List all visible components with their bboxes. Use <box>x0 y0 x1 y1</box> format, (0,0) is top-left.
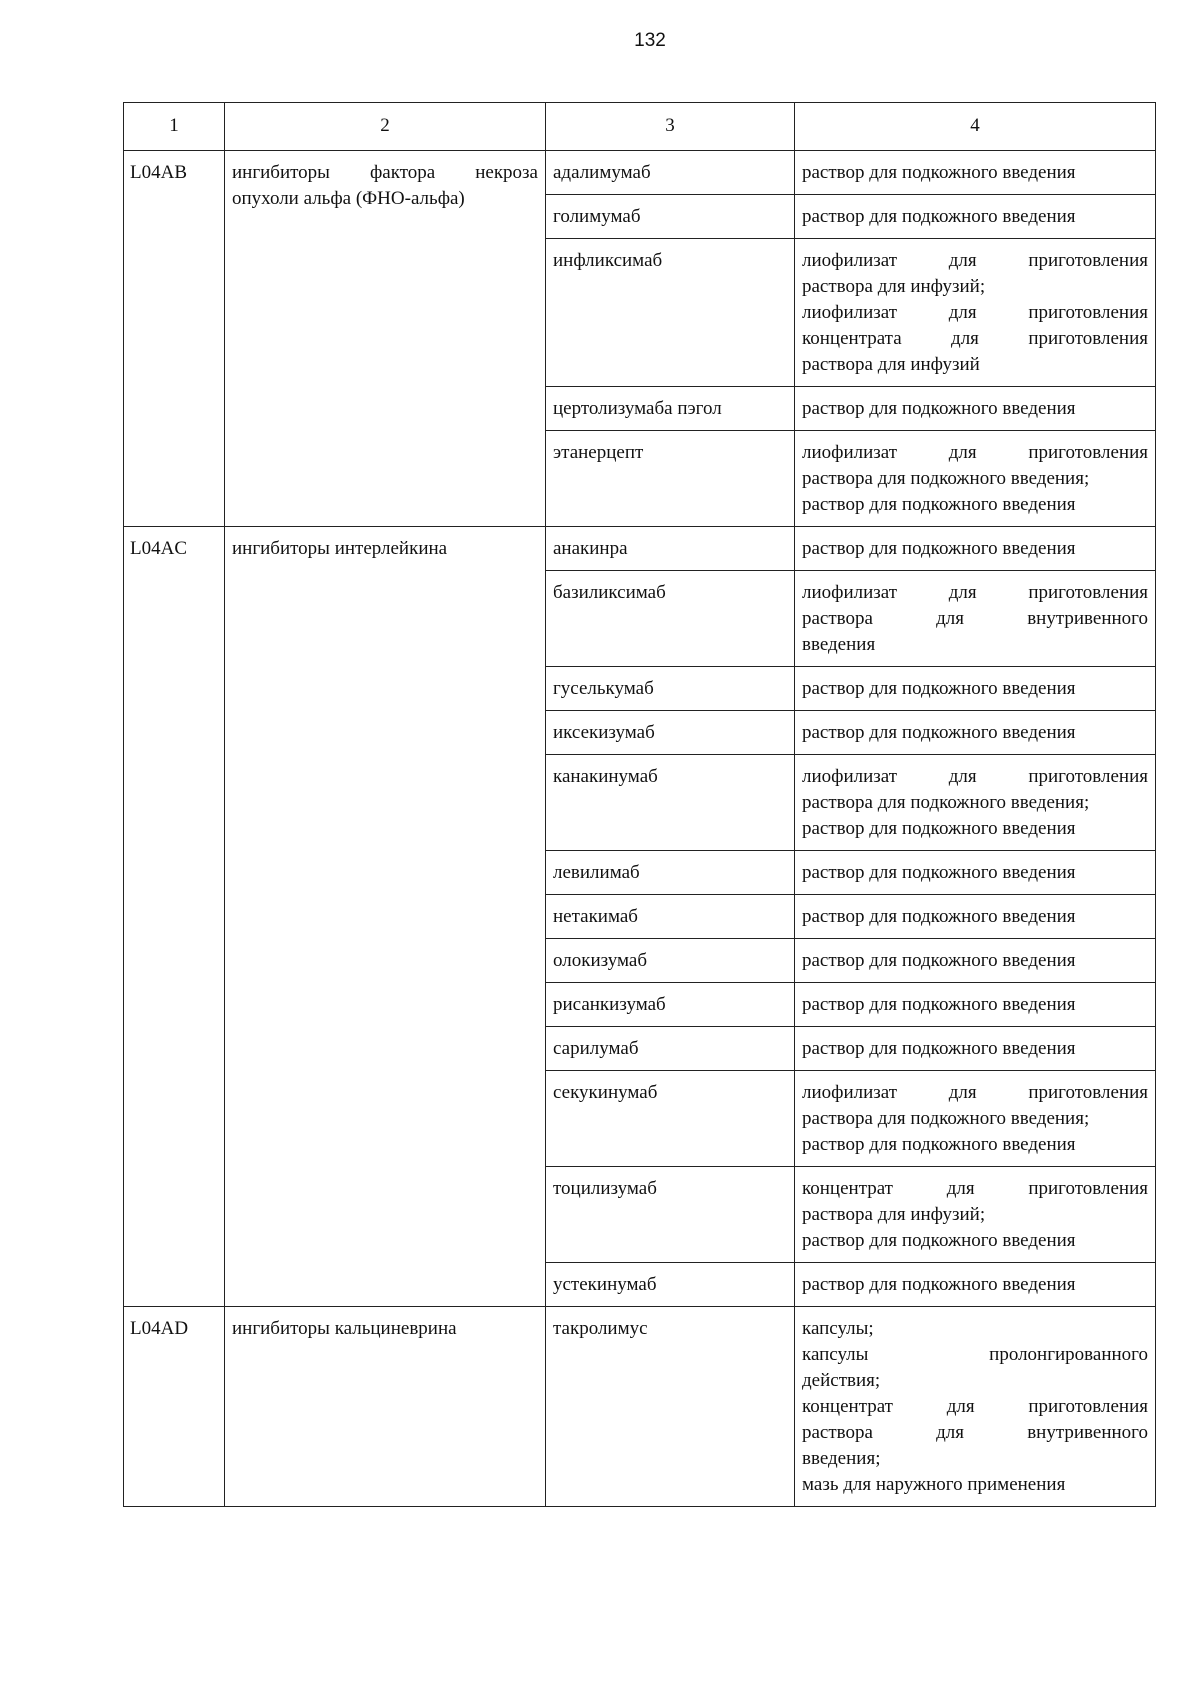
dosage-form-line: концентрат для приготовления <box>802 1396 1148 1417</box>
dosage-form-line: лиофилизат для приготовления <box>802 766 1148 787</box>
drug-name-cell: голимумаб <box>546 195 795 239</box>
table-body <box>124 151 1156 1507</box>
drug-name-cell: базиликсимаб <box>546 571 795 667</box>
dosage-form-cell <box>795 711 1156 755</box>
dosage-form-line: лиофилизат для приготовления <box>802 442 1148 463</box>
dosage-form-line: раствор для подкожного введения <box>802 818 1076 839</box>
dosage-form-cell <box>795 527 1156 571</box>
dosage-form-line: раствор для подкожного введения <box>802 162 1076 183</box>
dosage-form-line: лиофилизат для приготовления <box>802 1082 1148 1103</box>
dosage-form-line: раствор для подкожного введения <box>802 1038 1076 1059</box>
dosage-form-line: концентрат для приготовления <box>802 1178 1148 1199</box>
table-row <box>124 527 1156 571</box>
dosage-form-line: раствора для инфузий; <box>802 1204 986 1225</box>
dosage-form-cell <box>795 895 1156 939</box>
dosage-form-line: раствор для подкожного введения <box>802 994 1076 1015</box>
header-col-4: 4 <box>795 103 1156 151</box>
dosage-form-line: введения; <box>802 1448 881 1469</box>
dosage-form-line: введения <box>802 634 876 655</box>
dosage-form-line: раствор для подкожного введения <box>802 722 1076 743</box>
dosage-form-cell <box>795 1027 1156 1071</box>
group-name-line: опухоли альфа (ФНО-альфа) <box>232 188 465 209</box>
dosage-form-line: раствор для подкожного введения <box>802 678 1076 699</box>
group-name-cell <box>225 1307 546 1507</box>
dosage-form-line: раствор для подкожного введения <box>802 906 1076 927</box>
drug-name-cell: адалимумаб <box>546 151 795 195</box>
drug-name-cell: рисанкизумаб <box>546 983 795 1027</box>
dosage-form-line: раствора для инфузий <box>802 354 980 375</box>
group-name-line: ингибиторы кальциневрина <box>232 1318 457 1339</box>
dosage-form-cell <box>795 151 1156 195</box>
dosage-form-cell <box>795 1307 1156 1507</box>
drug-name-cell: цертолизумаба пэгол <box>546 387 795 431</box>
group-name-line: ингибиторы фактора некроза <box>232 162 538 183</box>
drug-name-cell: иксекизумаб <box>546 711 795 755</box>
page-number: 132 <box>634 30 666 51</box>
dosage-form-line: лиофилизат для приготовления <box>802 582 1148 603</box>
dosage-form-line: действия; <box>802 1370 881 1391</box>
dosage-form-line: раствор для подкожного введения <box>802 950 1076 971</box>
table-header-row <box>124 103 1156 151</box>
drug-name-cell: этанерцепт <box>546 431 795 527</box>
drug-name-cell: левилимаб <box>546 851 795 895</box>
dosage-form-line: раствор для подкожного введения <box>802 494 1076 515</box>
dosage-form-cell <box>795 755 1156 851</box>
dosage-form-cell <box>795 239 1156 387</box>
drug-name-cell: тоцилизумаб <box>546 1167 795 1263</box>
dosage-form-line: раствора для подкожного введения; <box>802 792 1090 813</box>
dosage-form-cell <box>795 983 1156 1027</box>
drug-name-cell: устекинумаб <box>546 1263 795 1307</box>
dosage-form-line: раствора для подкожного введения; <box>802 468 1090 489</box>
dosage-form-cell <box>795 571 1156 667</box>
dosage-form-line: раствор для подкожного введения <box>802 1230 1076 1251</box>
drug-name-cell: такролимус <box>546 1307 795 1507</box>
group-name-cell <box>225 527 546 1307</box>
drug-name-cell: канакинумаб <box>546 755 795 851</box>
dosage-form-cell <box>795 1263 1156 1307</box>
dosage-form-line: лиофилизат для приготовления <box>802 302 1148 323</box>
table-row <box>124 1307 1156 1507</box>
drug-name-cell: нетакимаб <box>546 895 795 939</box>
dosage-form-line: раствор для подкожного введения <box>802 538 1076 559</box>
dosage-form-line: раствор для подкожного введения <box>802 398 1076 419</box>
drug-name-cell: сарилумаб <box>546 1027 795 1071</box>
drug-name-cell: инфликсимаб <box>546 239 795 387</box>
dosage-form-line: раствор для подкожного введения <box>802 1274 1076 1295</box>
dosage-form-cell <box>795 431 1156 527</box>
header-col-1: 1 <box>124 103 225 151</box>
dosage-form-cell <box>795 387 1156 431</box>
dosage-form-cell <box>795 939 1156 983</box>
dosage-form-line: раствора для внутривенного <box>802 1422 1148 1443</box>
dosage-form-line: раствора для внутривенного <box>802 608 1148 629</box>
dosage-form-cell <box>795 1167 1156 1263</box>
dosage-form-line: лиофилизат для приготовления <box>802 250 1148 271</box>
atc-code-cell: L04AC <box>124 527 225 1307</box>
header-col-3: 3 <box>546 103 795 151</box>
dosage-form-line: концентрата для приготовления <box>802 328 1148 349</box>
dosage-form-line: капсулы; <box>802 1318 874 1339</box>
drug-name-cell: анакинра <box>546 527 795 571</box>
header-col-2: 2 <box>225 103 546 151</box>
dosage-form-line: раствора для инфузий; <box>802 276 986 297</box>
dosage-form-line: раствор для подкожного введения <box>802 862 1076 883</box>
dosage-form-line: капсулы пролонгированного <box>802 1344 1148 1365</box>
group-name-cell <box>225 151 546 527</box>
dosage-form-cell <box>795 1071 1156 1167</box>
drug-name-cell: олокизумаб <box>546 939 795 983</box>
dosage-form-line: раствор для подкожного введения <box>802 1134 1076 1155</box>
dosage-form-line: раствор для подкожного введения <box>802 206 1076 227</box>
atc-code-cell: L04AB <box>124 151 225 527</box>
group-name-line: ингибиторы интерлейкина <box>232 538 448 559</box>
dosage-form-line: мазь для наружного применения <box>802 1474 1066 1495</box>
dosage-form-cell <box>795 195 1156 239</box>
medication-table <box>123 102 1156 1507</box>
dosage-form-cell <box>795 667 1156 711</box>
dosage-form-line: раствора для подкожного введения; <box>802 1108 1090 1129</box>
table-row <box>124 151 1156 195</box>
dosage-form-cell <box>795 851 1156 895</box>
drug-name-cell: секукинумаб <box>546 1071 795 1167</box>
atc-code-cell: L04AD <box>124 1307 225 1507</box>
drug-name-cell: гуселькумаб <box>546 667 795 711</box>
